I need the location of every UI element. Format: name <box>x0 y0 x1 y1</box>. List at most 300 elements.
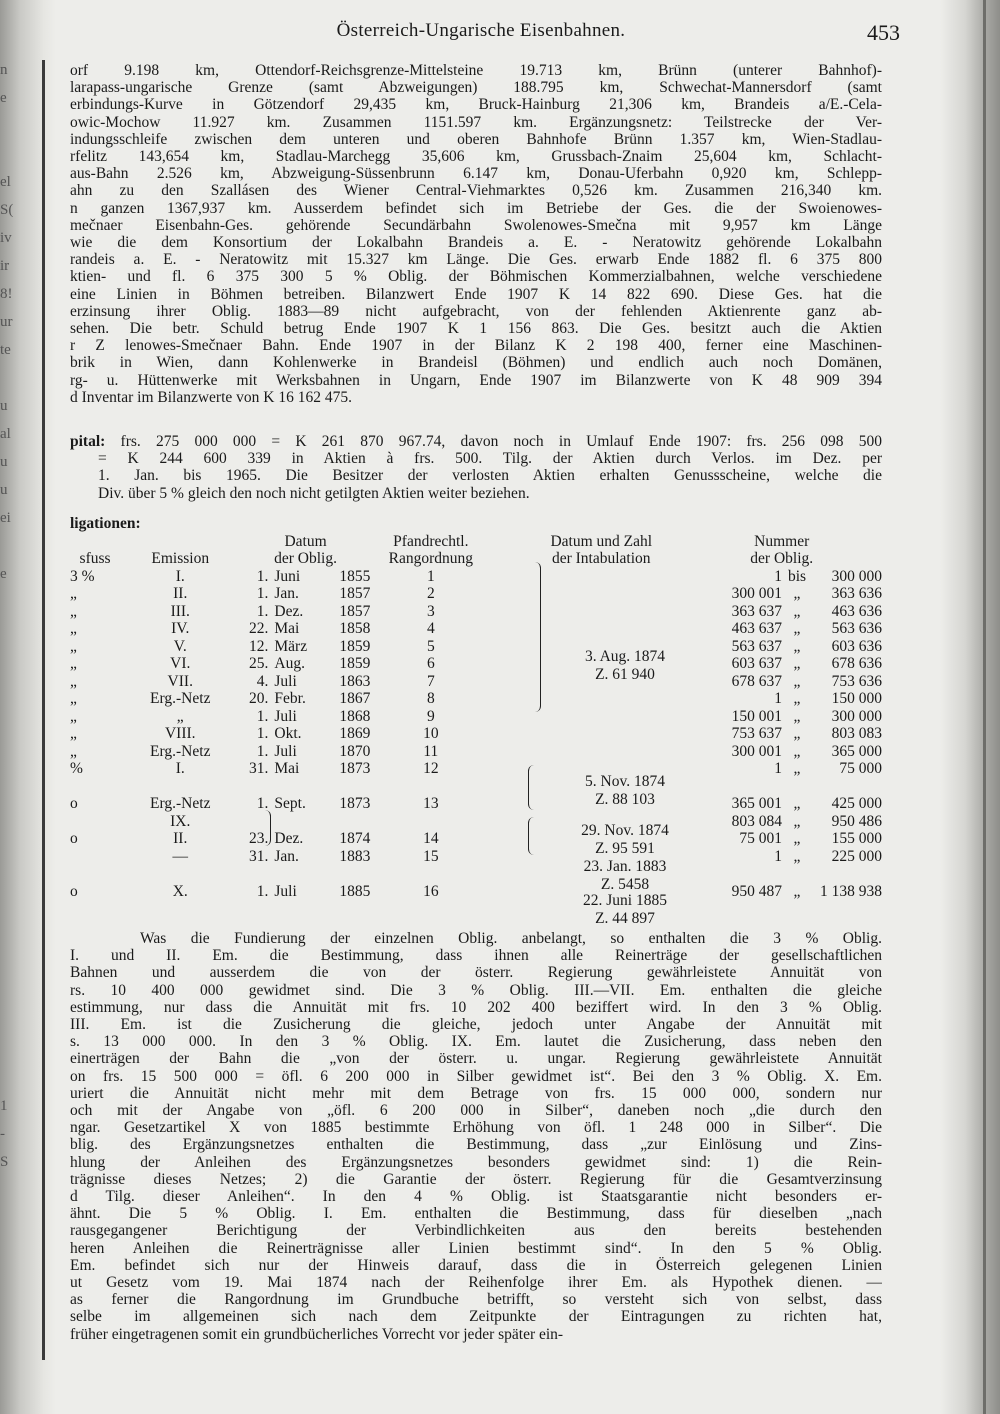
gutter-fragment: S <box>0 1154 9 1170</box>
datum-day: 1. <box>256 742 269 760</box>
rang-cell: 5 <box>426 637 435 655</box>
rang-cell: 3 <box>426 602 435 620</box>
datum-day: 25. <box>249 655 269 672</box>
nummer-cell <box>681 655 882 673</box>
nummer-cell <box>681 725 882 743</box>
text-line: wie die dem Konsortium der Lokalbahn Brandeis a. E. - Neratowitz gehörende Lokalbahn <box>70 234 882 252</box>
nummer-from: 75 001 <box>739 830 782 847</box>
nummer-sep: „ <box>793 760 801 777</box>
nummer-to: 225 000 <box>831 847 882 865</box>
gutter-fragment: el <box>0 174 11 190</box>
nummer-to: 563 636 <box>831 620 882 637</box>
gutter-fragment: te <box>0 342 11 358</box>
table-header-row <box>70 550 882 568</box>
emission-cell: — <box>172 847 188 865</box>
nummer-cell <box>681 568 882 586</box>
left-gutter-fragments <box>0 60 46 1360</box>
nummer-from: 1 <box>774 567 782 585</box>
zinsfuss-cell <box>70 813 120 831</box>
table-row <box>70 655 882 673</box>
brace-spacer <box>491 708 521 726</box>
intabulation-date: 3. Aug. 1874 <box>584 648 666 665</box>
datum-day: 20. <box>249 690 269 707</box>
nummer-to: 603 636 <box>831 637 882 655</box>
zinsfuss-cell: „ <box>70 655 77 672</box>
nummer-from: 1 <box>774 690 782 707</box>
nummer-cell <box>681 760 882 778</box>
text-line <box>70 485 882 502</box>
table-row <box>70 865 882 883</box>
nummer-cell <box>681 848 882 866</box>
nummer-from: 1 <box>774 847 782 865</box>
nummer-from: 803 084 <box>731 812 782 830</box>
gutter-fragment <box>0 536 46 564</box>
gutter-fragment: e <box>0 566 7 582</box>
gutter-fragment <box>0 900 46 928</box>
rang-cell: 7 <box>426 672 435 690</box>
text-line: d Tilg. dieser Anleihen“. In den 4 % Oblig. ist Staatsgarantie nicht besonders er- <box>70 1188 882 1206</box>
gutter-fragment <box>0 1180 46 1208</box>
intabulation-zahl: Z. 88 103 <box>595 790 655 808</box>
zinsfuss-cell: o <box>70 882 78 900</box>
text-line: rs. 10 400 000 gewidmet sind. Die 3 % Oblig. III.—VII. Em. enthalten die gleiche <box>70 981 882 999</box>
header-rang: Pfandrechtl. <box>393 532 469 550</box>
text-line <box>70 433 882 450</box>
nummer-sep: „ <box>793 812 801 830</box>
zinsfuss-cell: „ <box>70 637 77 655</box>
nummer-cell <box>681 620 882 638</box>
emission-cell: X. <box>172 882 188 900</box>
text-line: ahn zu den Szallásen des Wiener Central-Viehmarktes 0,526 km. Zusammen 216,340 km. <box>70 182 882 200</box>
emission-cell: I. <box>175 760 185 777</box>
text-line: larapass-ungarische Grenze (samt Abzweigungen) 188.795 km, Schwechat-Mannersdorf (samt <box>70 79 882 97</box>
nummer-cell <box>681 795 882 813</box>
datum-cell <box>240 568 370 586</box>
datum-year: 1873 <box>339 795 371 812</box>
text-line: heren Anleihen die Reinerträgnisse aller Linien bestimmt sind“. In den 5 % Oblig. <box>70 1239 882 1257</box>
emission-cell: I. <box>175 567 185 585</box>
nummer-cell <box>681 883 882 901</box>
gutter-fragment <box>0 984 46 1012</box>
table-row <box>70 603 882 621</box>
gutter-fragment: S( <box>0 202 14 218</box>
datum-cell <box>240 620 370 638</box>
brace-spacer <box>491 778 521 796</box>
zinsfuss-cell: „ <box>70 707 77 725</box>
datum-cell <box>240 585 370 603</box>
gutter-fragment <box>0 1068 46 1096</box>
nummer-to: 155 000 <box>831 830 882 847</box>
nummer-from: 678 637 <box>731 672 782 690</box>
datum-day: 12. <box>249 637 269 655</box>
tabulation-spacer <box>521 603 681 621</box>
datum-month: Dez. <box>274 602 304 620</box>
text-line: Was die Fundierung der einzelnen Oblig. anbelangt, so enthalten die 3 % Oblig. <box>140 930 882 947</box>
kapital-label: pital: <box>70 433 106 450</box>
table-row <box>70 725 882 743</box>
table-row <box>70 708 882 726</box>
datum-month: Mai <box>274 760 300 777</box>
brace-spacer <box>491 673 521 691</box>
datum-day: 22. <box>249 620 269 637</box>
zinsfuss-cell: „ <box>70 742 77 760</box>
text-line: früher eingetragenen somit ein grundbücherliches Vorrecht vor jeder später ein- <box>70 1325 564 1343</box>
emission-cell: V. <box>173 637 187 655</box>
gutter-fragment: 8! <box>0 286 13 302</box>
nummer-cell <box>681 830 882 848</box>
nummer-from: 603 637 <box>731 655 782 672</box>
emission-cell: IV. <box>171 620 190 637</box>
text-line: trägnisse dieses Netzes; 2) die Garantie der österr. Regierung für die Gesamtverzinsung <box>70 1170 882 1188</box>
text-segment: frs. 275 000 000 = K 261 870 967.74, davon noch in Umlauf Ende 1907: frs. 256 098 500 <box>105 433 882 450</box>
gutter-fragment <box>0 704 46 732</box>
text-line: brik in Wien, dann Kohlenwerke in Brandeisl (Böhmen) und endlich auch noch Domänen, <box>70 354 882 372</box>
rang-cell: 14 <box>423 830 439 847</box>
brace-spacer <box>491 620 521 638</box>
datum-day: 1. <box>256 725 269 742</box>
text-line: III. Em. ist die Zusicherung die gleiche, jedoch unter Angabe der Annuität mit <box>70 1016 882 1034</box>
text-line: rausgegangener Berichtigung der Verbindlichkeiten aus den bereits bestehenden <box>70 1222 882 1240</box>
datum-month: Febr. <box>274 690 306 707</box>
intabulation-zahl: Z. 44 897 <box>595 909 655 927</box>
nummer-sep: „ <box>793 847 801 865</box>
gutter-fragment: al <box>0 426 11 442</box>
datum-year: 1874 <box>339 830 371 847</box>
right-page-edge <box>983 0 986 1414</box>
datum-cell <box>240 778 370 796</box>
table-row <box>70 795 882 813</box>
gutter-fragment <box>0 872 46 900</box>
datum-cell <box>240 708 370 726</box>
emission-cell: Erg.-Netz <box>150 742 211 760</box>
header-datum: der Oblig. <box>274 550 337 567</box>
brace-spacer <box>491 725 521 743</box>
rang-cell: 9 <box>426 707 435 725</box>
gutter-fragment <box>0 1208 46 1236</box>
datum-cell <box>240 638 370 656</box>
zinsfuss-cell: „ <box>70 602 77 620</box>
tabulation-spacer <box>521 620 681 638</box>
tabulation-spacer <box>521 725 681 743</box>
brace-mark <box>262 810 271 846</box>
intabulation-date: 29. Nov. 1874 <box>581 822 669 839</box>
text-line: ut Gesetz vom 19. Mai 1874 nach der Reihenfolge ihrer Em. als Hypothek dienen. — <box>70 1274 882 1292</box>
tabulation-spacer <box>521 743 681 761</box>
zinsfuss-cell: „ <box>70 620 77 637</box>
intabulation-entry <box>550 648 700 683</box>
fundierung-paragraph <box>70 930 882 1343</box>
nummer-from: 950 487 <box>731 882 782 900</box>
nummer-cell <box>681 813 882 831</box>
header-zinsfuss <box>70 533 120 551</box>
header-tabulation: Datum und Zahl <box>550 532 653 550</box>
brace-spacer <box>491 865 521 883</box>
zinsfuss-cell <box>70 848 120 866</box>
gutter-fragment <box>0 676 46 704</box>
nummer-to: 300 000 <box>831 707 882 725</box>
datum-month: Juni <box>274 567 301 585</box>
nummer-sep: „ <box>793 742 801 760</box>
header-datum: Datum <box>284 532 327 550</box>
text-line: d Inventar im Bilanzwerte von K 16 162 475. <box>70 388 352 406</box>
table-label-cell <box>70 515 882 533</box>
brace-spacer <box>491 883 521 901</box>
zinsfuss-cell: „ <box>70 725 77 742</box>
table-row <box>70 638 882 656</box>
datum-month: Jan. <box>274 847 299 865</box>
datum-day: 4. <box>256 672 269 690</box>
nummer-from: 753 637 <box>731 725 782 742</box>
datum-day: 1. <box>256 585 269 602</box>
nummer-cell <box>681 708 882 726</box>
nummer-sep: „ <box>793 707 801 725</box>
text-line: selbe im allgemeinen sich nach dem Zeitpunkte der Eintragungen zu richten hat, <box>70 1308 882 1326</box>
datum-month: Mai <box>274 620 300 637</box>
gutter-fragment <box>0 760 46 788</box>
gutter-fragment <box>0 648 46 676</box>
datum-cell <box>240 883 370 901</box>
datum-year: 1867 <box>339 690 371 707</box>
text-line: eine Linien in Böhmen betreiben. Bilanzwert Ende 1907 K 14 822 690. Diese Ges. hat die <box>70 285 882 303</box>
gutter-fragment <box>0 788 46 816</box>
datum-day: 1. <box>256 567 269 585</box>
datum-year: 1859 <box>339 637 371 655</box>
header-nummer: Nummer <box>754 532 810 550</box>
zinsfuss-cell: o <box>70 830 78 847</box>
datum-month: Juli <box>274 672 297 690</box>
datum-month: Juli <box>274 882 297 900</box>
text-line: erbindungs-Kurve in Götzendorf 29,435 km, Bruck-Hainburg 21,306 km, Brandeis a/E.-Cela- <box>70 96 882 114</box>
zinsfuss-cell: 3 % <box>70 567 95 585</box>
text-line: Bahnen und ausserdem die von der österr. Regierung gewährleistete Annuität von <box>70 964 882 982</box>
rang-cell: 1 <box>426 567 435 585</box>
datum-day: 1. <box>256 707 269 725</box>
emission-cell: IX. <box>170 812 191 830</box>
nummer-to: 753 636 <box>831 672 882 690</box>
brace-spacer <box>491 585 521 603</box>
header-nummer: der Oblig. <box>750 550 814 567</box>
running-title: Österreich-Ungarische Eisenbahnen. <box>336 20 626 41</box>
zinsfuss-cell: „ <box>70 585 77 602</box>
gutter-fragment <box>0 956 46 984</box>
table-row <box>70 813 882 831</box>
rang-cell: 10 <box>423 725 439 742</box>
nummer-to: 1 138 938 <box>820 882 882 900</box>
nummer-from: 150 001 <box>731 707 782 725</box>
emission-cell: Erg.-Netz <box>150 795 211 812</box>
table-row <box>70 690 882 708</box>
zinsfuss-cell: „ <box>70 672 77 690</box>
text-line: as ferner die Rangordnung im Grundbuche betrifft, so versteht sich von selbst, dass <box>70 1291 882 1309</box>
nummer-sep: „ <box>793 620 801 637</box>
nummer-sep: „ <box>793 690 801 707</box>
datum-cell <box>240 813 370 831</box>
gutter-fragment: u <box>0 454 8 470</box>
rang-cell: 11 <box>423 742 439 760</box>
table-row <box>70 585 882 603</box>
text-line: r Z lenowes-Smečnaer Bahn. Ende 1907 in der Bilanz K 2 198 400, ferner eine Maschinen- <box>70 337 882 355</box>
intabulation-date: 22. Juni 1885 <box>583 892 667 909</box>
rang-cell: 13 <box>423 795 439 812</box>
datum-day: 31. <box>249 847 269 865</box>
rang-cell <box>371 813 491 831</box>
text-segment: Div. über 5 % gleich den noch nicht getilgten Aktien weiter beziehen. <box>98 484 530 502</box>
nummer-sep: „ <box>793 655 801 672</box>
brace-spacer <box>491 603 521 621</box>
text-line: mečnaer Eisenbahn-Ges. gehörende Secundärbahn Swolenowes-Smečna mit 9,957 km Länge <box>70 216 882 234</box>
tabulation-spacer <box>521 708 681 726</box>
datum-cell <box>240 865 370 883</box>
datum-cell <box>240 760 370 778</box>
rang-cell: 6 <box>426 655 435 672</box>
emission-cell: Erg.-Netz <box>150 690 211 707</box>
datum-cell <box>240 655 370 673</box>
gutter-fragment: 1 <box>0 1098 8 1114</box>
text-line: hlung der Anleihen des Ergänzungsnetzes besonders gewidmet sind: 1) die Rein- <box>70 1153 882 1171</box>
datum-month: März <box>274 637 308 655</box>
nummer-from: 363 637 <box>731 602 782 620</box>
datum-day: 31. <box>249 760 269 777</box>
datum-year: 1870 <box>339 742 371 760</box>
gutter-fragment: e <box>0 90 7 106</box>
tabulation-spacer <box>521 568 681 586</box>
text-line: ähnt. Die 5 % Oblig. I. Em. enthalten die Bestimmung, dass für dieselben „nach <box>70 1205 882 1223</box>
datum-year: 1857 <box>339 585 371 602</box>
brace-mark <box>528 817 537 855</box>
brace-spacer <box>491 830 521 848</box>
text-line: indungsschleife zwischen dem unteren und oberen Bahnhofe Brünn 1.357 km, Wien-Stadlau- <box>70 130 882 148</box>
emission-cell <box>120 778 240 796</box>
text-line: estimmung, nur dass die Annuität mit frs. 10 202 400 beziffert wird. In den 3 % Oblig. <box>70 998 882 1016</box>
text-line: n ganzen 1367,937 km. Ausserdem befindet sich im Betriebe der Ges. die der Swoienowes- <box>70 199 882 217</box>
nummer-cell <box>681 673 882 691</box>
intabulation-date: 5. Nov. 1874 <box>585 773 665 790</box>
emission-cell: „ <box>176 707 184 725</box>
rang-cell: 16 <box>423 882 439 900</box>
datum-cell <box>240 603 370 621</box>
gutter-fragment <box>0 928 46 956</box>
datum-cell <box>240 725 370 743</box>
nummer-cell <box>681 865 882 883</box>
nummer-sep: „ <box>793 795 801 812</box>
text-line: och mit der Angabe von „öfl. 6 200 000 in Silber“, daneben noch „die durch den <box>70 1102 882 1120</box>
text-line: erzinsung ihrer Oblig. 1883—89 nicht aufgebracht, von der fehlenden Aktienrente ganz ab- <box>70 302 882 320</box>
text-line: orf 9.198 km, Ottendorf-Reichsgrenze-Mittelsteine 19.713 km, Brünn (unterer Bahnhof)- <box>70 62 882 79</box>
text-line: I. und II. Em. die Bestimmung, dass ihnen alle Reinerträge der gesellschaftlichen <box>70 947 882 965</box>
page-header <box>62 12 900 45</box>
header-zinsfuss: sfuss <box>79 550 111 567</box>
obligationen-label: ligationen: <box>70 515 141 532</box>
nummer-sep: bis <box>787 567 807 585</box>
text-line <box>70 467 882 484</box>
emission-cell: II. <box>173 830 188 847</box>
nummer-to: 803 083 <box>831 725 882 742</box>
zinsfuss-cell: o <box>70 795 78 812</box>
datum-cell <box>240 795 370 813</box>
nummer-sep: „ <box>793 725 801 742</box>
rang-cell: 8 <box>426 690 435 707</box>
emission-cell: VI. <box>170 655 191 672</box>
nummer-to: 300 000 <box>831 567 882 585</box>
text-line <box>70 450 882 467</box>
text-line: on frs. 15 500 000 = öfl. 6 200 000 in Silber gewidmet ist“. Bei den 3 % Oblig. X. Em. <box>70 1067 882 1085</box>
page-number: 453 <box>867 20 900 45</box>
gutter-fragment <box>0 592 46 620</box>
brace-spacer <box>491 655 521 673</box>
header-emission <box>120 533 240 551</box>
text-line: einerträgen der Bahn die „von der österr. u. ungar. Regierung gewährleistete Annuität <box>70 1050 882 1068</box>
gutter-fragment <box>0 732 46 760</box>
nummer-to: 463 636 <box>831 602 882 620</box>
datum-month: Sept. <box>274 795 306 812</box>
text-line: s. 13 000 000. In den 3 % Oblig. IX. Em. lautet die Zusicherung, dass neben den <box>70 1033 882 1051</box>
gutter-fragment <box>0 368 46 396</box>
brace-spacer <box>491 638 521 656</box>
nummer-cell <box>681 778 882 796</box>
nummer-to: 425 000 <box>831 795 882 812</box>
text-line: ktien- und fl. 6 375 300 5 % Oblig. der Böhmischen Kommerzialbahnen, welche verschiedene <box>70 268 882 286</box>
nummer-cell <box>681 743 882 761</box>
brace-spacer <box>491 813 521 831</box>
text-line: rfelitz 143,654 km, Stadlau-Marchegg 35,606 km, Grussbach-Znaim 25,604 km, Schlacht- <box>70 148 882 166</box>
datum-day: 1. <box>256 795 269 812</box>
header-emission: Emission <box>151 550 210 567</box>
nummer-sep: „ <box>793 637 801 655</box>
zinsfuss-cell <box>70 865 120 883</box>
table-row <box>70 620 882 638</box>
brace-spacer <box>491 848 521 866</box>
gutter-fragment: n <box>0 62 8 78</box>
network-paragraph <box>70 62 882 406</box>
emission-cell <box>120 865 240 883</box>
gutter-fragment: u <box>0 482 8 498</box>
gutter-fragment: ei <box>0 510 11 526</box>
intabulation-date: 23. Jan. 1883 <box>583 858 667 875</box>
gutter-fragment: - <box>0 1126 5 1142</box>
gutter-fragment <box>0 1012 46 1040</box>
nummer-sep: „ <box>793 585 801 602</box>
brace-mark <box>532 562 541 712</box>
table-row <box>70 848 882 866</box>
intabulation-zahl: Z. 61 940 <box>595 665 655 683</box>
gutter-fragment: iv <box>0 230 12 246</box>
header-spacer <box>491 550 521 568</box>
nummer-to: 75 000 <box>839 760 882 777</box>
nummer-sep: „ <box>793 882 801 900</box>
gutter-fragment <box>0 1040 46 1068</box>
obligationen-table <box>70 515 882 900</box>
nummer-from: 365 001 <box>731 795 782 812</box>
gutter-fragment: ir <box>0 258 10 274</box>
rang-cell: 4 <box>426 620 435 637</box>
text-line: aus-Bahn 2.526 km, Abzweigung-Süssenbrunn 6.147 km, Donau-Uferbahn 0,920 km, Schlepp- <box>70 165 882 183</box>
text-segment: 1. Jan. bis 1965. Die Besitzer der verlosten Aktien erhalten Genussscheine, welche die <box>98 467 882 485</box>
rang-cell <box>371 778 491 796</box>
emission-cell: II. <box>173 585 188 602</box>
datum-cell <box>240 673 370 691</box>
brace-spacer <box>491 760 521 778</box>
table-row <box>70 778 882 796</box>
text-line: sehen. Die betr. Schuld betrug Ende 1907 K 1 156 863. Die Ges. besitzt auch die Aktien <box>70 320 882 338</box>
header-tabulation: der Intabulation <box>551 550 651 567</box>
rang-cell <box>371 865 491 883</box>
datum-cell <box>240 743 370 761</box>
datum-year: 1857 <box>339 602 371 620</box>
gutter-fragment <box>0 620 46 648</box>
nummer-cell <box>681 585 882 603</box>
datum-year: 1883 <box>339 847 371 865</box>
datum-month: Juli <box>274 707 297 725</box>
